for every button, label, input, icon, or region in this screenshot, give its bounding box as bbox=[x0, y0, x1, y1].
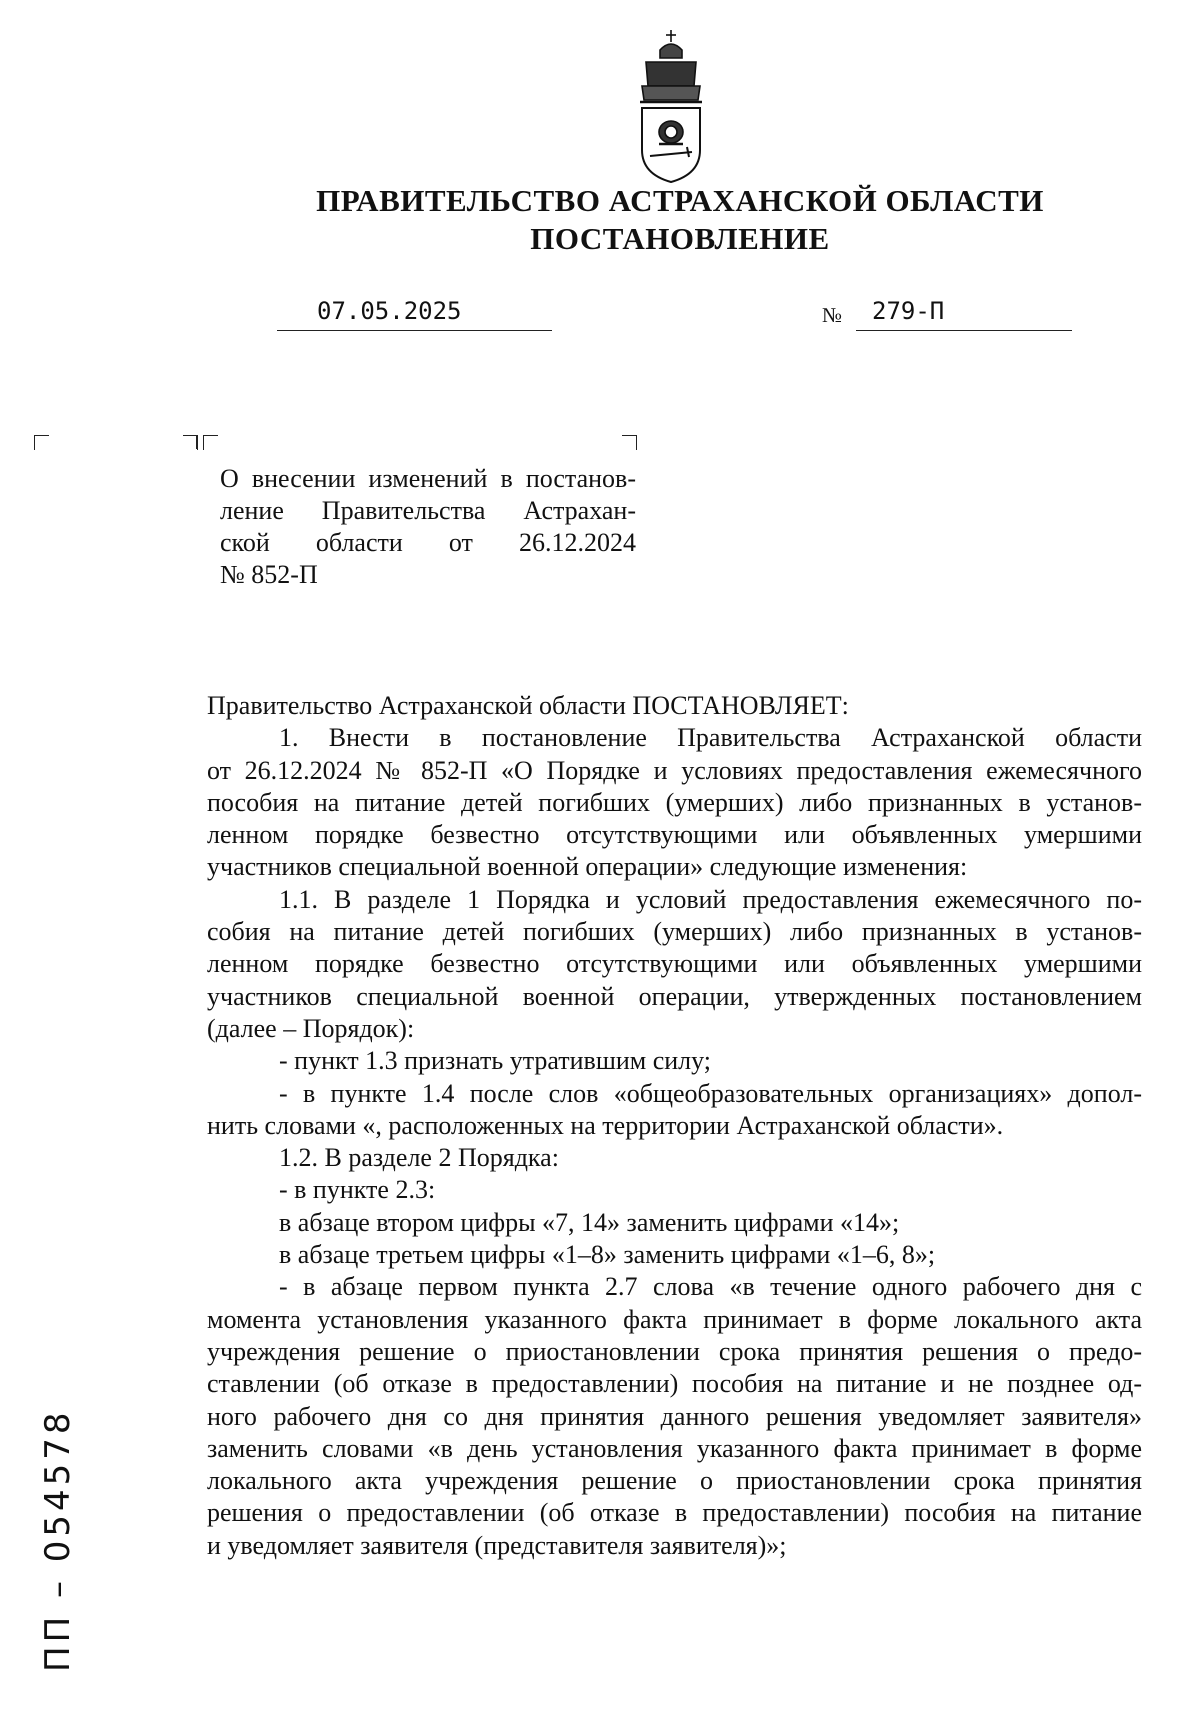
body-line: 1. Внести в постановление Правительства Астраханской области bbox=[279, 723, 1142, 753]
body-line: участников специальной военной операции, утвержденных постановлением bbox=[207, 981, 1142, 1011]
subject-line: ление Правительства Астрахан- bbox=[220, 496, 636, 525]
body-line: ставлении (об отказе в предоставлении) пособия на питание и не позднее од- bbox=[207, 1369, 1142, 1399]
body-line: Правительство Астраханской области ПОСТАНОВЛЯЕТ: bbox=[207, 691, 849, 720]
document-body bbox=[207, 690, 1142, 1562]
body-line: момента установления указанного факта принимает в форме локального акта bbox=[207, 1304, 1142, 1334]
document-number: 279-П bbox=[856, 296, 1072, 331]
body-line: ленном порядке безвестно отсутствующими или объявленных умершими bbox=[207, 820, 1142, 850]
body-line: заменить словами «в день установления указанного факта принимает в форме bbox=[207, 1433, 1142, 1463]
subject-line: О внесении изменений в постанов- bbox=[220, 464, 636, 493]
number-label: № bbox=[822, 303, 843, 327]
body-line: от 26.12.2024 № 852-П «О Порядке и условиях предоставления ежемесячного bbox=[207, 755, 1142, 785]
body-line: - пункт 1.3 признать утратившим силу; bbox=[279, 1046, 712, 1076]
document-type-title: ПОСТАНОВЛЕНИЕ bbox=[530, 221, 830, 256]
body-line: 1.2. В разделе 2 Порядка: bbox=[279, 1143, 559, 1173]
astrakhan-coat-of-arms-icon bbox=[632, 28, 710, 186]
body-line: - в пункте 2.3: bbox=[279, 1175, 436, 1205]
body-line: (далее – Порядок): bbox=[207, 1013, 415, 1043]
organization-title: ПРАВИТЕЛЬСТВО АСТРАХАНСКОЙ ОБЛАСТИ bbox=[316, 183, 1044, 218]
body-line: - в пункте 1.4 после слов «общеобразовательных организациях» допол- bbox=[279, 1078, 1142, 1108]
corner-mark bbox=[196, 435, 197, 449]
document-subject bbox=[220, 463, 636, 591]
subject-line: ской области от 26.12.2024 bbox=[220, 528, 636, 557]
document-date: 07.05.2025 bbox=[277, 296, 552, 331]
serial-text: ПП – 054578 bbox=[38, 1408, 78, 1672]
body-line: учреждения решение о приостановлении срока принятия решения о предо- bbox=[207, 1336, 1142, 1366]
body-line: 1.1. В разделе 1 Порядка и условий предоставления ежемесячного по- bbox=[279, 884, 1142, 914]
body-line: решения о предоставлении (об отказе в предоставлении) пособия на питание bbox=[207, 1498, 1142, 1528]
body-line: ного рабочего дня со дня принятия данного решения уведомляет заявителя» bbox=[207, 1401, 1142, 1431]
body-line: в абзаце третьем цифры «1–8» заменить цифрами «1–6, 8»; bbox=[279, 1240, 936, 1270]
body-line: и уведомляет заявителя (представителя заявителя)»; bbox=[207, 1530, 787, 1560]
body-line: локального акта учреждения решение о приостановлении срока принятия bbox=[207, 1466, 1142, 1496]
form-serial-number bbox=[30, 1382, 80, 1672]
corner-mark bbox=[34, 435, 49, 450]
body-line: ленном порядке безвестно отсутствующими или объявленных умершими bbox=[207, 949, 1142, 979]
body-line: собия на питание детей погибших (умерших) либо признанных в установ- bbox=[207, 917, 1142, 947]
body-line: пособия на питание детей погибших (умерших) либо признанных в установ- bbox=[207, 787, 1142, 817]
body-line: в абзаце втором цифры «7, 14» заменить цифрами «14»; bbox=[279, 1207, 900, 1237]
body-line: нить словами «, расположенных на территории Астраханской области». bbox=[207, 1110, 1004, 1140]
subject-line: № 852-П bbox=[220, 560, 318, 589]
body-line: - в абзаце первом пункта 2.7 слова «в течение одного рабочего дня с bbox=[279, 1272, 1142, 1302]
corner-mark bbox=[203, 435, 218, 450]
body-line: участников специальной военной операции» следующие изменения: bbox=[207, 852, 968, 882]
corner-mark bbox=[622, 435, 637, 450]
